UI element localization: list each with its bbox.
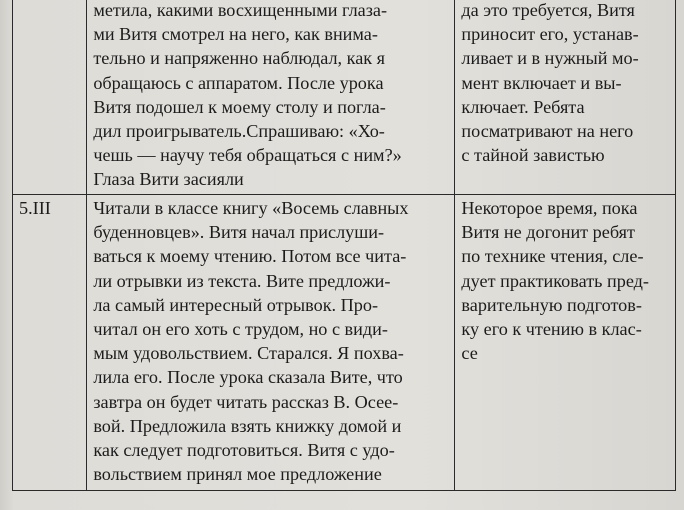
text-line: Глаза Вити засияли xyxy=(93,169,244,190)
text-line: дил проигрыватель.Спрашиваю: «Хо- xyxy=(93,121,385,142)
text-line: се xyxy=(461,343,478,364)
recommendation-cell xyxy=(455,0,676,195)
text-line: завтра он будет читать рассказ В. Осее- xyxy=(93,391,399,412)
observation-cell xyxy=(87,195,455,491)
text-line: ливает и в нужный мо- xyxy=(461,48,639,69)
text-line: мым удовольствием. Старался. Я похва- xyxy=(93,343,404,364)
recommendation-cell xyxy=(455,195,676,491)
text-line: ми Витя смотрел на него, как внима- xyxy=(93,24,378,45)
text-line: вой. Предложила взять книжку домой и xyxy=(93,415,402,436)
text-line: мент включает и вы- xyxy=(461,72,622,93)
text-line: читал он его хоть с трудом, но с види- xyxy=(93,319,388,340)
text-line: варительную подготов- xyxy=(461,294,642,315)
date-cell xyxy=(13,0,87,195)
text-line: метила, какими восхищенными глаза- xyxy=(93,0,388,20)
text-line: чешь — научу тебя обращаться с ним?» xyxy=(93,145,402,166)
text-line: ла самый интересный отрывок. Про- xyxy=(93,294,379,315)
text-line: приносит его, устанав- xyxy=(461,24,639,45)
text-line: обращаюсь с аппаратом. После урока xyxy=(93,72,384,93)
text-line: ку его к чтению в клас- xyxy=(461,319,642,340)
table-row xyxy=(13,0,676,195)
text-line: с тайной завистью xyxy=(461,145,605,166)
text-line: ключает. Ребята xyxy=(461,96,585,117)
text-line: лила его. После урока сказала Вите, что xyxy=(93,367,403,388)
observation-table xyxy=(12,0,676,491)
text-line: тельно и напряженно наблюдал, как я xyxy=(93,48,386,69)
text-line: вольствием принял мое предложение xyxy=(93,464,382,485)
text-line: дует практиковать пред- xyxy=(461,270,649,291)
text-line: ли отрывки из текста. Вите предложи- xyxy=(93,270,391,291)
text-line: Витя подошел к моему столу и погла- xyxy=(93,96,386,117)
text-line: ваться к моему чтению. Потом все чита- xyxy=(93,246,407,267)
text-line: посматривают на него xyxy=(461,121,634,142)
text-line: как следует подготовиться. Витя с удо- xyxy=(93,440,395,461)
observation-cell xyxy=(87,0,455,195)
text-line: Читали в классе книгу «Восемь славных xyxy=(93,198,409,218)
text-line: по технике чтения, сле- xyxy=(461,246,644,267)
table-row xyxy=(13,195,676,491)
text-line: Витя не догонит ребят xyxy=(461,222,635,243)
date-cell: 5.III xyxy=(13,195,87,491)
text-line: Некоторое время, пока xyxy=(461,198,638,218)
text-line: буденновцев». Витя начал прислуши- xyxy=(93,222,385,243)
text-line: да это требуется, Витя xyxy=(461,0,635,20)
